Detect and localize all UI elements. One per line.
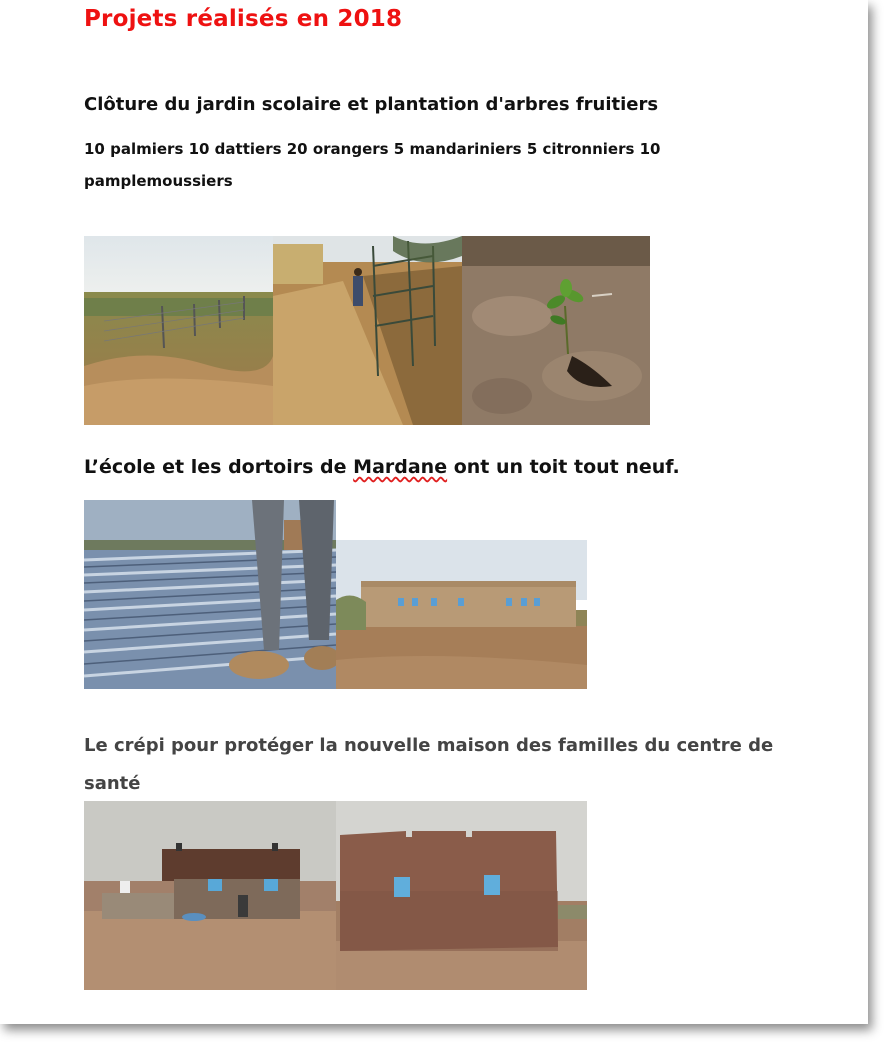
page-title: Projets réalisés en 2018 (84, 6, 403, 32)
photo-house-finished (336, 801, 587, 990)
roof-section-heading (84, 456, 680, 478)
photo-fence-field (84, 236, 273, 425)
photo-seedling (462, 236, 650, 425)
plaster-section-heading: Le crépi pour protéger la nouvelle maison des familles du centre de santé (84, 735, 774, 794)
garden-section-heading: Clôture du jardin scolaire et plantation d'arbres fruitiers (84, 94, 659, 115)
photo-school-building (336, 540, 587, 689)
photo-house-plastering (84, 801, 336, 990)
photo-roof-worker (84, 500, 336, 689)
roof-heading-before: L’école et les dortoirs de (84, 456, 354, 478)
roof-heading-place: Mardane (353, 456, 448, 478)
photo-fence-path (273, 236, 462, 425)
roof-heading-after: ont un toit tout neuf. (447, 456, 680, 478)
fruit-trees-list: 10 palmiers 10 dattiers 20 orangers 5 mandariniers 5 citronniers 10 pamplemoussiers (84, 140, 661, 190)
